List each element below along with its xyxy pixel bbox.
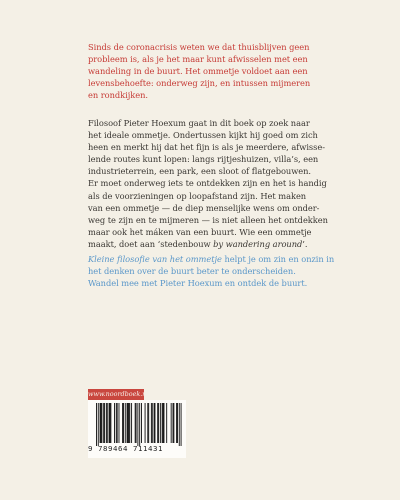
intro-line: Sinds de coronacrisis weten we dat thuisblijven geen — [88, 42, 310, 52]
barcode-bar — [139, 403, 140, 446]
barcode-bar — [104, 403, 105, 443]
barcode-bar — [179, 403, 180, 446]
barcode-bar — [135, 403, 136, 443]
barcode-bar — [145, 403, 146, 443]
barcode-bar — [147, 403, 148, 443]
body-line: industrieterrein, een park, een sloot of flatgebouwen. — [88, 166, 312, 177]
barcode-bar — [119, 403, 120, 443]
body-last-line-italic: by wandering around — [213, 238, 303, 249]
closing-first-line — [88, 253, 335, 265]
isbn-barcode — [88, 400, 186, 458]
body-line: Filosoof Pieter Hoexum gaat in dit boek op zoek naar — [88, 118, 310, 128]
publisher-website-badge[interactable]: www.noordboek.nl — [88, 390, 149, 398]
barcode-bar — [152, 403, 153, 443]
barcode-bar — [116, 403, 117, 443]
closing-line: Wandel mee met Pieter Hoexum en ontdek de buurt. — [88, 278, 308, 289]
body-line: maar ook het máken van een buurt. Wie een ommetje — [88, 226, 312, 237]
intro-line: en rondkijken. — [88, 90, 148, 101]
intro-line: levensbehoefte: onderweg zijn, en intussen mijmeren — [88, 78, 311, 89]
barcode-bar — [141, 403, 142, 443]
barcode-bar — [136, 403, 137, 443]
barcode-bar — [128, 403, 129, 443]
closing-first-line-rest: helpt je om zin en onzin in — [221, 254, 335, 264]
barcode-bar — [100, 403, 101, 443]
barcode-bar — [173, 403, 174, 443]
body-last-line-end: ’. — [302, 238, 308, 249]
isbn-digits: 9 789464 711431 — [88, 444, 163, 453]
book-title-italic: Kleine filosofie van het ommetje — [88, 254, 222, 264]
body-last-line-start: maakt, doet aan ‘stedenbouw — [88, 238, 214, 249]
barcode-bar — [101, 403, 102, 443]
barcode-bar — [109, 403, 110, 443]
barcode-bars — [88, 400, 186, 446]
barcode-bar — [177, 403, 178, 443]
intro-paragraph — [88, 41, 312, 101]
body-line: heen en merkt hij dat het fijn is als je meerdere, afwisse- — [88, 142, 325, 153]
barcode-bar — [131, 403, 132, 443]
closing-line: het denken over de buurt beter te onderscheiden. — [88, 266, 296, 277]
body-line: lende routes kunt lopen: langs rijtjeshuizen, villa’s, een — [88, 154, 319, 165]
barcode-bar — [163, 403, 164, 443]
barcode-bar — [106, 403, 107, 443]
barcode-bar — [162, 403, 163, 443]
body-paragraph — [88, 117, 328, 250]
barcode-bar — [96, 403, 97, 446]
barcode-bar — [103, 403, 104, 443]
intro-line: wandeling in de buurt. Het ommetje voldoet aan een — [88, 66, 308, 77]
closing-paragraph — [88, 253, 335, 289]
barcode-bar — [151, 403, 152, 443]
barcode-bar — [158, 403, 159, 443]
barcode-bar — [122, 403, 123, 443]
barcode-bar — [125, 403, 126, 443]
barcode-bar — [173, 403, 174, 443]
barcode-bar — [110, 403, 111, 443]
barcode-bar — [128, 403, 129, 443]
barcode-bar — [155, 403, 156, 443]
barcode-bar — [157, 403, 158, 443]
barcode-bar — [148, 403, 149, 443]
barcode-bar — [114, 403, 115, 443]
body-line: Er moet onderweg iets te ontdekken zijn en het is handig — [88, 178, 327, 189]
barcode-bar — [129, 403, 130, 443]
body-line: van een ommetje — de diep menselijke wens om onder- — [88, 202, 320, 213]
barcode-bar — [123, 403, 124, 443]
barcode-bar — [98, 403, 99, 446]
barcode-bar — [110, 403, 111, 443]
barcode-bar — [160, 403, 161, 443]
barcode-bar — [181, 403, 182, 446]
barcode-bar — [101, 403, 102, 443]
body-line: als de voorzieningen op loopafstand zijn. Het maken — [88, 190, 307, 201]
barcode-bar — [154, 403, 155, 443]
body-line: weg te zijn en te mijmeren — is niet alleen het ontdekken — [88, 214, 328, 225]
barcode-bar — [176, 403, 177, 443]
body-last-line — [88, 238, 312, 250]
barcode-bar — [107, 403, 108, 443]
intro-line: probleem is, als je het maar kunt afwisselen met een — [88, 54, 308, 65]
barcode-bar — [117, 403, 118, 443]
body-line: het ideale ommetje. Ondertussen kijkt hij goed om zich — [88, 130, 318, 141]
barcode-bar — [127, 403, 128, 443]
barcode-bar — [137, 403, 138, 446]
barcode-bar — [166, 403, 167, 443]
barcode-bar — [171, 403, 172, 443]
barcode-bar — [164, 403, 165, 443]
